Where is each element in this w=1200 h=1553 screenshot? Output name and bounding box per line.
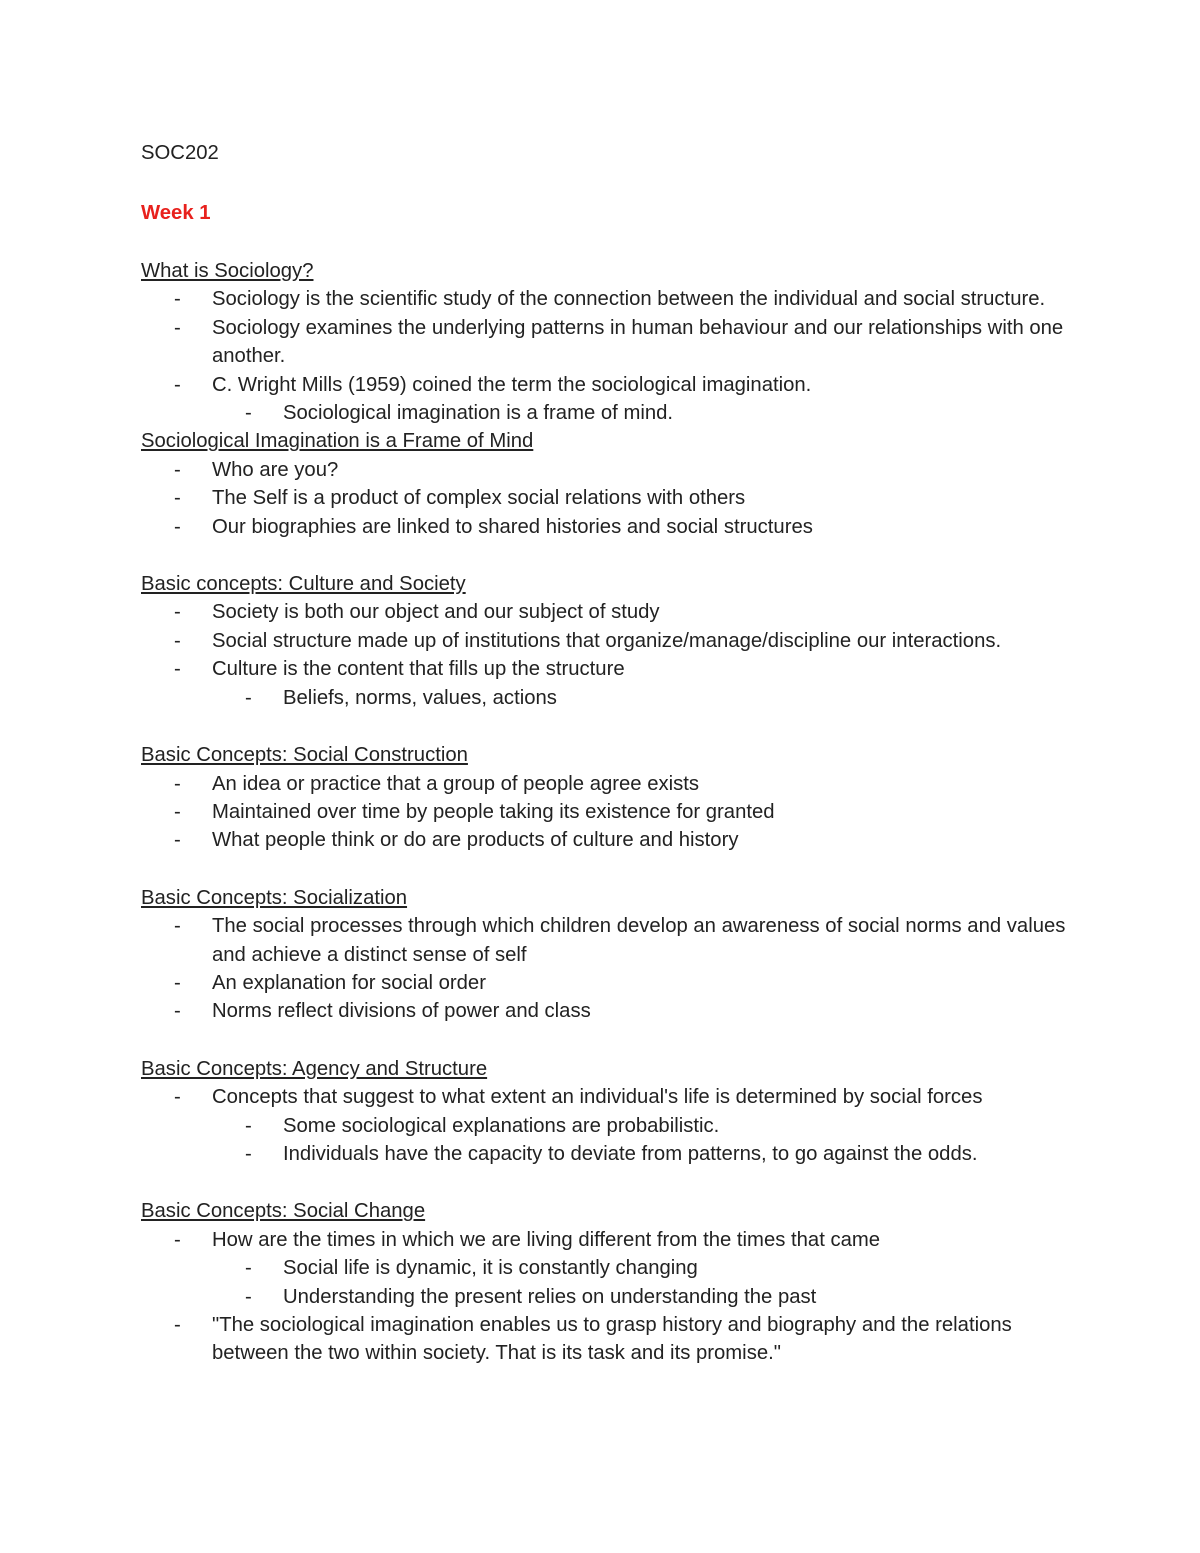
bullet-list [141,912,1071,1026]
bullet-text: Society is both our object and our subject of study [212,601,660,624]
section-heading: Basic concepts: Culture and Society [141,573,466,596]
sub-bullet-item [141,1112,1071,1140]
bullet-item [141,1226,1071,1254]
section-spacer [141,855,1071,884]
week-title: Week 1 [141,202,211,224]
bullet-text: What people think or do are products of culture and history [212,829,739,852]
bullet-item [141,826,1071,854]
bullet-text: Social structure made up of institutions that organize/manage/discipline our interactions. [212,629,1002,652]
bullet-text: Sociological imagination is a frame of mind. [283,402,674,425]
bullet-text: Sociology examines the underlying patterns in human behaviour and our relationships with one another. [212,316,1064,368]
section-heading: Basic Concepts: Agency and Structure [141,1057,488,1080]
dash-bullet-icon: - [174,658,181,681]
dash-bullet-icon: - [174,373,181,396]
dash-bullet-icon: - [174,288,181,311]
section-heading: Sociological Imagination is a Frame of Mind [141,430,534,453]
bullet-item [141,484,1071,512]
dash-bullet-icon: - [174,487,181,510]
note-section [141,1197,1071,1367]
bullet-list [141,770,1071,855]
bullet-text: The Self is a product of complex social relations with others [212,487,746,510]
bullet-text: Social life is dynamic, it is constantly changing [283,1257,698,1280]
bullet-item [141,513,1071,541]
bullet-item [141,655,1071,683]
bullet-list [141,598,1071,712]
note-section [141,884,1071,1026]
bullet-item [141,285,1071,313]
bullet-text: Beliefs, norms, values, actions [283,686,557,709]
dash-bullet-icon: - [174,515,181,538]
sub-bullet-item [141,684,1071,712]
bullet-text: Some sociological explanations are probabilistic. [283,1114,720,1137]
section-spacer [141,1026,1071,1055]
bullet-text: An explanation for social order [212,971,486,994]
bullet-text: Maintained over time by people taking its existence for granted [212,800,775,823]
dash-bullet-icon: - [174,1314,181,1336]
dash-bullet-icon: - [174,1228,181,1251]
bullet-text: Sociology is the scientific study of the connection between the individual and social structure. [212,288,1046,311]
dash-bullet-icon: - [174,458,181,481]
sub-bullet-item [141,1283,1071,1311]
note-section [141,427,1071,541]
dash-bullet-icon: - [174,629,181,652]
sub-bullet-item [141,1254,1071,1282]
dash-bullet-icon: - [174,316,181,339]
dash-bullet-icon: - [245,402,252,425]
dash-bullet-icon: - [245,1257,252,1280]
bullet-text: Culture is the content that fills up the structure [212,658,625,681]
bullet-text: An idea or practice that a group of people agree exists [212,772,700,795]
bullet-text: Our biographies are linked to shared histories and social structures [212,515,813,538]
bullet-text: Who are you? [212,458,339,481]
sub-bullet-item [141,1140,1071,1168]
section-heading: Basic Concepts: Social Change [141,1200,426,1223]
dash-bullet-icon: - [174,601,181,624]
note-section [141,257,1071,427]
bullet-item [141,1311,1071,1368]
bullet-item [141,456,1071,484]
notes-body [141,257,1071,1368]
document-page [141,137,1071,1368]
bullet-item [141,912,1071,969]
course-code: SOC202 [141,142,219,164]
bullet-item [141,798,1071,826]
dash-bullet-icon: - [174,915,181,938]
note-section [141,570,1071,712]
sub-bullet-item [141,399,1071,427]
bullet-item [141,770,1071,798]
bullet-text: "The sociological imagination enables us to grasp history and biography and the relations between the two within society. That is its task and its promise." [212,1314,1012,1365]
bullet-item [141,314,1071,371]
dash-bullet-icon: - [174,772,181,795]
section-heading: Basic Concepts: Social Construction [141,744,468,767]
section-heading: What is Sociology? [141,260,314,282]
bullet-text: Understanding the present relies on understanding the past [283,1285,817,1308]
section-heading: Basic Concepts: Socialization [141,886,408,909]
section-spacer [141,1168,1071,1197]
dash-bullet-icon: - [245,686,252,709]
bullet-item [141,1083,1071,1111]
note-section [141,1055,1071,1169]
bullet-item [141,627,1071,655]
bullet-list [141,1083,1071,1168]
note-section [141,741,1071,855]
dash-bullet-icon: - [245,1285,252,1308]
bullet-text: Concepts that suggest to what extent an individual's life is determined by social forces [212,1086,983,1109]
bullet-text: The social processes through which children develop an awareness of social norms and values and achieve a distinct sense of self [212,915,1066,966]
dash-bullet-icon: - [245,1114,252,1137]
dash-bullet-icon: - [174,829,181,852]
bullet-item [141,997,1071,1025]
section-spacer [141,541,1071,570]
dash-bullet-icon: - [174,1000,181,1023]
bullet-list [141,456,1071,541]
dash-bullet-icon: - [174,1086,181,1109]
bullet-item [141,969,1071,997]
bullet-list [141,285,1071,427]
bullet-list [141,1226,1071,1368]
bullet-text: How are the times in which we are living different from the times that came [212,1228,881,1251]
bullet-item [141,598,1071,626]
bullet-text: C. Wright Mills (1959) coined the term the sociological imagination. [212,373,812,396]
bullet-text: Norms reflect divisions of power and class [212,1000,591,1023]
dash-bullet-icon: - [174,971,181,994]
section-spacer [141,712,1071,741]
bullet-text: Individuals have the capacity to deviate from patterns, to go against the odds. [283,1142,978,1165]
dash-bullet-icon: - [245,1142,252,1165]
dash-bullet-icon: - [174,800,181,823]
bullet-item [141,371,1071,399]
